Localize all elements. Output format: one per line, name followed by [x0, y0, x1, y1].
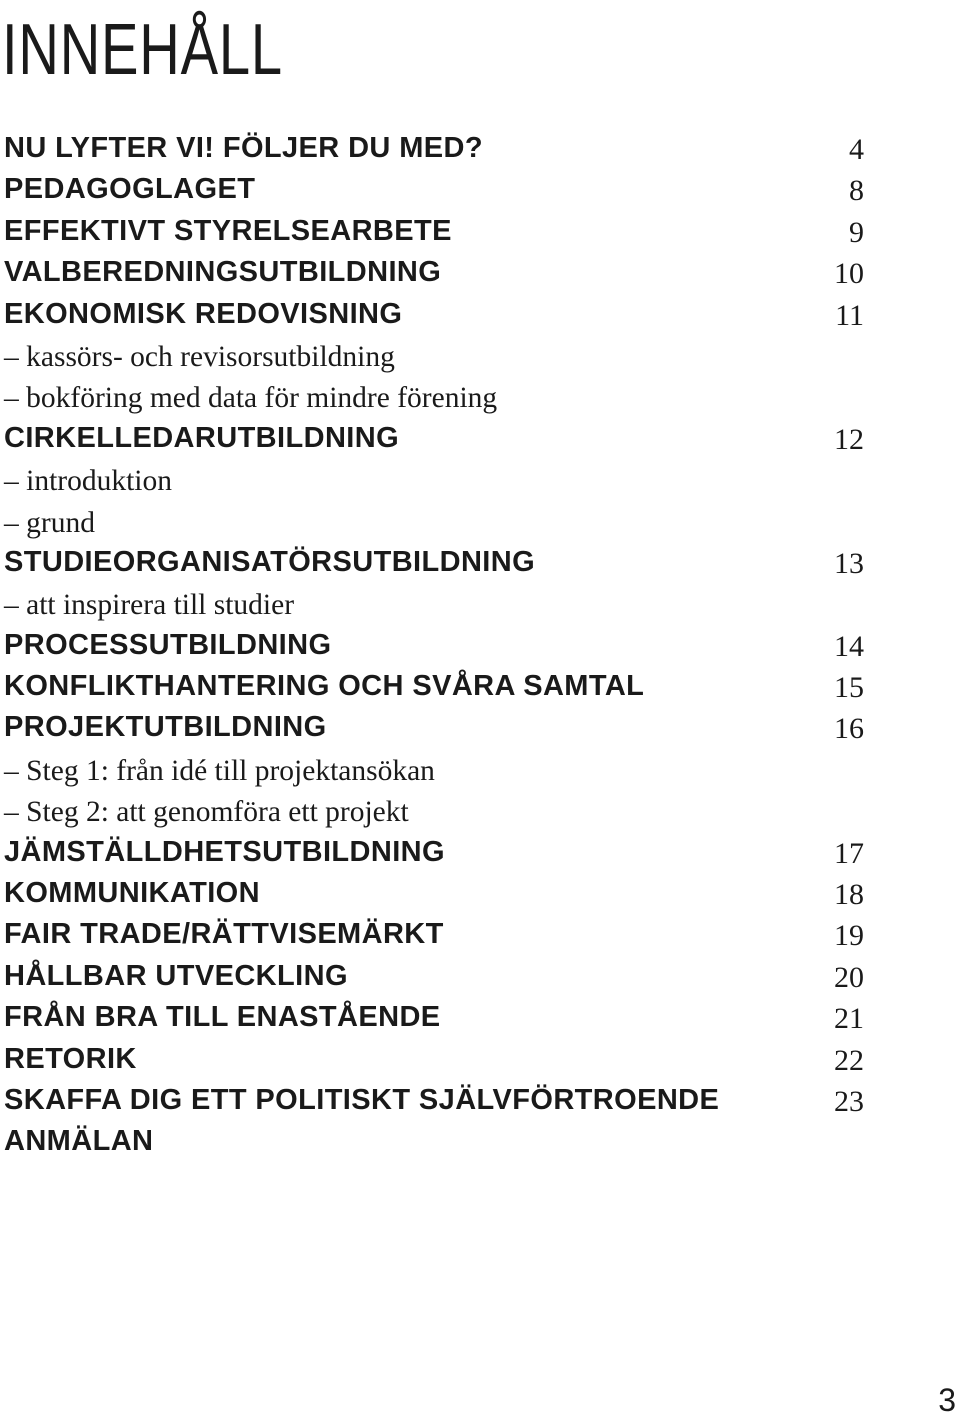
toc-entry-label: – grund [4, 506, 95, 539]
toc-entry-page: 19 [834, 919, 864, 953]
toc-entry [4, 167, 874, 208]
toc-entry [4, 292, 874, 333]
toc-entry [4, 912, 874, 953]
toc-subentry [4, 374, 874, 415]
page-title: INNEHÅLL [2, 10, 283, 90]
toc-entry-page: 23 [834, 1084, 864, 1118]
toc-entry-label: CIRKELLEDARUTBILDNING [4, 421, 400, 454]
toc-entry-label: NU LYFTER VI! FÖLJER DU MED? [4, 132, 483, 164]
toc-subentry [4, 788, 874, 829]
toc-subentry [4, 499, 874, 540]
toc-entry-label: HÅLLBAR UTVECKLING [4, 959, 348, 992]
toc-entry-page: 22 [834, 1043, 864, 1077]
toc-entry-label: KOMMUNIKATION [4, 877, 260, 910]
toc-entry-page: 21 [834, 1002, 864, 1036]
toc-entry [4, 1119, 874, 1160]
toc-entry [4, 126, 874, 167]
toc-entry-label: EFFEKTIVT STYRELSEARBETE [4, 214, 452, 247]
toc-entry-page: 11 [835, 298, 864, 332]
toc-entry-label: PEDAGOGLAGET [4, 173, 256, 206]
toc-entry-label: – kassörs- och revisorsutbildning [4, 340, 395, 373]
toc-entry-label: JÄMSTÄLLDHETSUTBILDNING [4, 835, 445, 868]
toc-entry [4, 416, 874, 457]
toc-entry-page: 16 [834, 712, 864, 746]
toc-entry-page: 8 [849, 174, 864, 208]
toc-entry-label: SKAFFA DIG ETT POLITISKT SJÄLVFÖRTROENDE [4, 1083, 720, 1116]
toc-entry [4, 1037, 874, 1078]
toc-entry-label: – introduktion [4, 465, 172, 498]
toc-entry-page: 4 [849, 133, 864, 166]
table-of-contents [4, 126, 874, 1161]
toc-subentry [4, 457, 874, 498]
toc-entry-label: – att inspirera till studier [4, 589, 295, 622]
toc-entry [4, 250, 874, 291]
toc-entry-page: 12 [834, 422, 864, 456]
toc-entry [4, 871, 874, 912]
toc-entry-label: VALBEREDNINGSUTBILDNING [4, 256, 442, 289]
toc-entry-label: FAIR TRADE/RÄTTVISEMÄRKT [4, 918, 444, 951]
toc-entry [4, 705, 874, 746]
toc-entry-page: 17 [834, 836, 864, 870]
toc-entry-label: RETORIK [4, 1042, 137, 1075]
toc-entry-page: 15 [834, 671, 864, 705]
toc-entry-page: 9 [849, 215, 864, 249]
toc-entry-page: 13 [834, 546, 864, 580]
toc-entry [4, 664, 874, 705]
toc-entry [4, 830, 874, 871]
toc-entry-label: – Steg 2: att genomföra ett projekt [4, 796, 409, 829]
toc-entry-page: 18 [834, 878, 864, 912]
page-number: 3 [938, 1382, 956, 1418]
toc-subentry [4, 747, 874, 788]
toc-entry [4, 1078, 874, 1119]
toc-entry-label: EKONOMISK REDOVISNING [4, 297, 403, 330]
toc-entry-label: STUDIEORGANISATÖRSUTBILDNING [4, 545, 536, 578]
toc-entry-page: 10 [834, 257, 864, 291]
toc-entry-label: PROJEKTUTBILDNING [4, 711, 327, 744]
toc-entry [4, 954, 874, 995]
toc-subentry [4, 333, 874, 374]
toc-entry-label: – Steg 1: från idé till projektansökan [4, 754, 435, 787]
toc-subentry [4, 581, 874, 622]
toc-entry-label: PROCESSUTBILDNING [4, 628, 332, 661]
toc-entry-label: ANMÄLAN [4, 1125, 154, 1158]
toc-entry [4, 540, 874, 581]
toc-entry-page: 20 [834, 960, 864, 994]
toc-entry-label: FRÅN BRA TILL ENASTÅENDE [4, 1001, 441, 1034]
toc-entry [4, 209, 874, 250]
toc-entry [4, 995, 874, 1036]
toc-entry [4, 623, 874, 664]
toc-entry-page: 14 [834, 629, 864, 663]
toc-entry-label: – bokföring med data för mindre förening [4, 382, 498, 415]
toc-entry-label: KONFLIKTHANTERING OCH SVÅRA SAMTAL [4, 670, 645, 703]
